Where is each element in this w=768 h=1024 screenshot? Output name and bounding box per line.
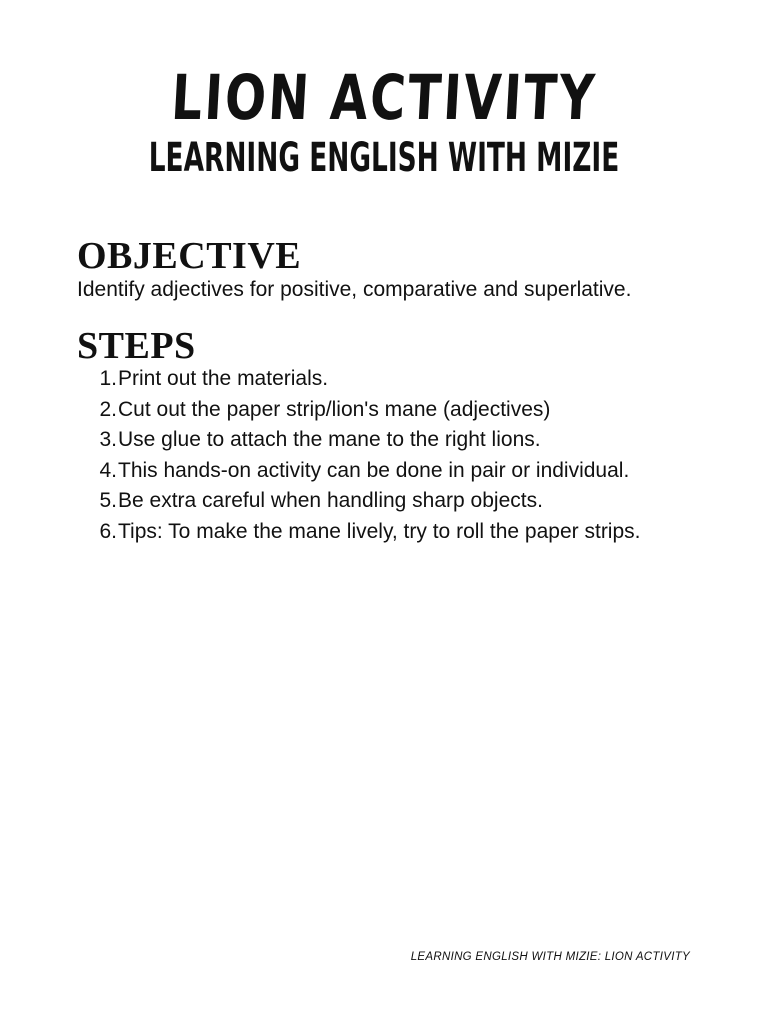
step-text: Use glue to attach the mane to the right lions.: [118, 428, 541, 451]
step-text: Print out the materials.: [118, 367, 329, 390]
page-footer: LEARNING ENGLISH WITH MIZIE: LION ACTIVITY: [410, 951, 690, 963]
step-text: Cut out the paper strip/lion's mane (adjectives): [118, 397, 551, 421]
step-text: Be extra careful when handling sharp objects.: [118, 489, 543, 512]
step-item: [77, 425, 697, 456]
step-item: [77, 486, 697, 517]
step-number: 2.: [99, 397, 117, 421]
step-number: 6.: [99, 519, 117, 543]
step-number: 1.: [99, 367, 117, 390]
steps-heading: STEPS: [77, 325, 196, 367]
step-item: [77, 517, 697, 548]
page-title: LION ACTIVITY: [169, 61, 599, 134]
step-text: This hands-on activity can be done in pair or individual.: [118, 458, 630, 482]
step-number: 4.: [99, 458, 117, 482]
step-item: [77, 364, 697, 395]
step-item: [77, 395, 697, 426]
step-item: [77, 456, 697, 487]
steps-list: [77, 364, 697, 547]
step-number: 3.: [99, 428, 117, 451]
objective-heading: OBJECTIVE: [77, 235, 302, 277]
page-subtitle: LEARNING ENGLISH WITH MIZIE: [148, 135, 620, 181]
step-text: Tips: To make the mane lively, try to roll the paper strips.: [118, 519, 641, 543]
step-number: 5.: [99, 489, 117, 512]
objective-text: Identify adjectives for positive, comparative and superlative.: [77, 278, 632, 301]
